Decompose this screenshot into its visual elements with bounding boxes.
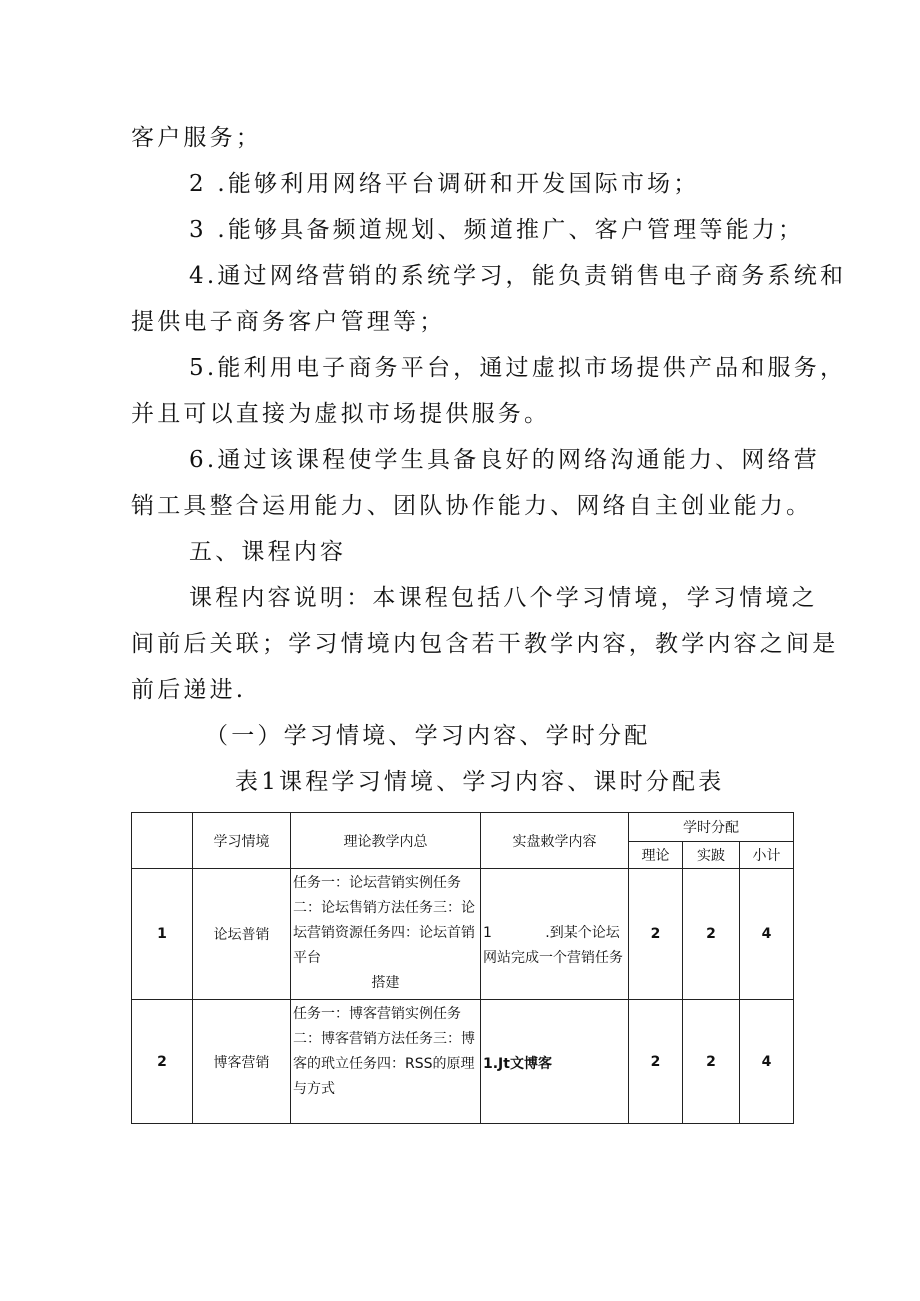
header-practice-hours: 实跛 (683, 842, 740, 869)
header-theory-hours: 理论 (629, 842, 683, 869)
row-number: 2 (132, 1000, 193, 1124)
header-no (132, 813, 193, 869)
row-subtotal: 4 (740, 1000, 794, 1124)
row-theory-text: 任务一：博客营销实例任务二：博客营销方法任务三：博客的玳立任务四：RSS的原理与方式 (293, 1006, 475, 1097)
body-line-2: 2 .能够利用网络平台调研和开发国际市场； (189, 171, 700, 197)
row-practice (481, 1000, 629, 1124)
body-line-9: 销工具整合运用能力、团队协作能力、网络自主创业能力。 (131, 493, 813, 519)
row-theory-hours: 2 (629, 1000, 683, 1124)
header-situation: 学习情境 (193, 813, 291, 869)
row-situation: 博客营销 (193, 1000, 291, 1124)
header-row (132, 813, 794, 842)
body-line-7: 并且可以直接为虚拟市场提供服务。 (131, 401, 551, 427)
row-theory-text: 任务一：论坛营销实例任务二：论坛售销方法任务三：论坛营销资源任务四：论坛首销平台 (293, 875, 475, 966)
header-subtotal: 小计 (740, 842, 794, 869)
row-subtotal: 4 (740, 869, 794, 1000)
schedule-table (131, 812, 794, 1124)
table-row (132, 869, 794, 1000)
row-theory-hours: 2 (629, 869, 683, 1000)
row-situation: 论坛普销 (193, 869, 291, 1000)
body-line-5: 提供电子商务客户管理等； (131, 309, 446, 335)
row-theory (291, 1000, 481, 1124)
body-line-8: 6.通过该课程使学生具备良好的网络沟通能力、网络营 (189, 447, 820, 473)
body-line-11: 课程内容说明：本课程包括八个学习情境，学习情境之 (189, 585, 818, 611)
row-practice-hours: 2 (683, 869, 740, 1000)
header-theory: 理论教学内总 (291, 813, 481, 869)
subsection-heading: （一）学习情境、学习内容、学时分配 (205, 723, 651, 749)
row-practice (481, 869, 629, 1000)
table-row (132, 1000, 794, 1124)
body-line-3: 3 .能够具备频道规划、频道推广、客户管理等能力； (189, 217, 805, 243)
row-theory-tail: 搭建 (371, 975, 400, 991)
body-line-13: 前后递进. (131, 677, 247, 703)
body-line-12: 间前后关联；学习情境内包含若干教学内容，教学内容之间是 (131, 631, 839, 657)
row-theory (291, 869, 481, 1000)
row-number: 1 (132, 869, 193, 1000)
header-hours: 学时分配 (629, 813, 794, 842)
row-practice-item-1: 1 .到某个论坛网站完成一个营销任务 (483, 925, 623, 966)
body-line-6: 5.能利用电子商务平台，通过虚拟市场提供产品和服务， (189, 355, 847, 381)
body-line-1: 客户服务； (131, 125, 262, 151)
row-practice-hours: 2 (683, 1000, 740, 1124)
body-line-4: 4.通过网络营销的系统学习，能负责销售电子商务系统和 (189, 263, 847, 289)
row-practice-item-1: 1.Jt文博客 (483, 1056, 552, 1072)
header-practice: 实盘敕学内容 (481, 813, 629, 869)
table-caption: 表1课程学习情境、学习内容、课时分配表 (235, 769, 725, 795)
section-heading: 五、课程内容 (189, 539, 347, 565)
